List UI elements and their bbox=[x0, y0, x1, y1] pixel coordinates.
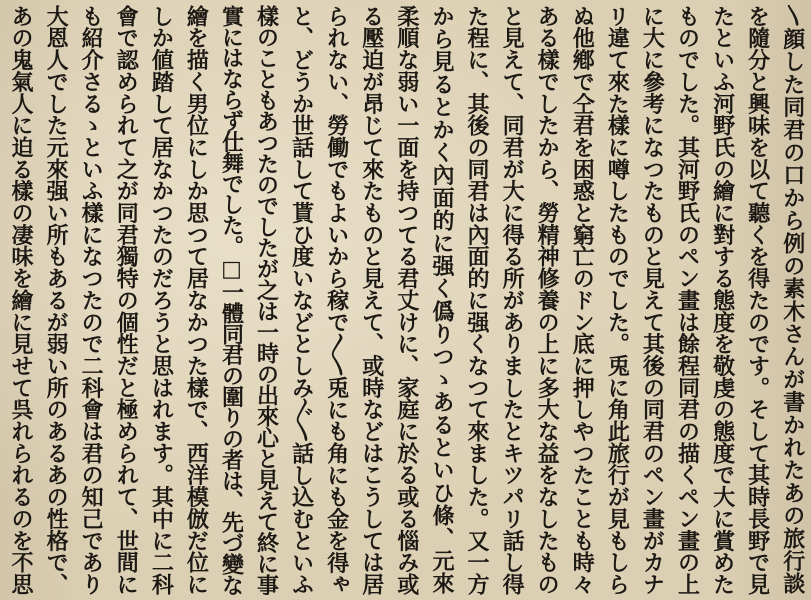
column-text: しか値踏して居なかつたのだろうと思はれます。其中に二科 bbox=[148, 5, 175, 595]
column-text: 繪を描く男位にしか思つて居なかつた樣で、西洋模倣だ位に bbox=[183, 5, 210, 595]
text-column bbox=[600, 5, 633, 595]
text-column bbox=[390, 5, 423, 595]
text-column bbox=[179, 5, 212, 595]
text-column bbox=[109, 5, 142, 595]
text-column bbox=[320, 5, 353, 595]
text-column bbox=[565, 5, 598, 595]
text-column bbox=[495, 5, 528, 595]
column-text: 樣のこともあつたのでしたが之は一時の出來心と見えて終に事 bbox=[253, 5, 280, 595]
column-text: 柔順な弱い一面を持つてる君丈けに、家庭に於る或る惱み或 bbox=[393, 5, 420, 595]
text-column bbox=[285, 5, 318, 595]
text-column bbox=[706, 5, 739, 595]
text-column bbox=[250, 5, 283, 595]
column-text: る壓迫が昂じて來たものと見えて、或時などはこうしては居 bbox=[358, 5, 385, 595]
text-column bbox=[460, 5, 493, 595]
column-text: と、どうか世話して貰ひ度いなどとしみ〴〵話し込むといふ bbox=[288, 5, 315, 595]
column-text: を隨分と興味を以て聽くを得たのです。そして其時長野で見 bbox=[744, 5, 771, 595]
text-column bbox=[635, 5, 668, 595]
column-text: ものでした。其河野氏のペン畫は餘程同君の描くペン畫の上 bbox=[674, 5, 701, 595]
column-text: から見るとかく內面的に强く僞りつゝあるといひ條、元來 bbox=[428, 5, 455, 595]
text-column bbox=[530, 5, 563, 595]
text-column bbox=[39, 5, 72, 595]
column-text: も紹介さるゝといふ樣になつたので二科會は君の知己であり bbox=[78, 5, 105, 595]
text-column bbox=[74, 5, 107, 595]
text-column bbox=[4, 5, 37, 595]
column-text: ある樣でしたから、勞精神修養の上に多大な益をなしたもの bbox=[534, 5, 561, 595]
text-column bbox=[776, 5, 809, 595]
column-text: と見えて、同君が大に得る所がありましたとキツパリ話し得 bbox=[499, 5, 526, 595]
text-column bbox=[425, 5, 458, 595]
column-text: ぬ他鄕で仝君を困惑と窮亡のドン底に押しやつたことも時々 bbox=[569, 5, 596, 595]
text-column bbox=[144, 5, 177, 595]
text-column bbox=[214, 5, 247, 595]
text-column bbox=[355, 5, 388, 595]
column-text: 實にはならず仕舞でした。□一體同君の圍りの者は、先づ變な bbox=[218, 5, 245, 595]
column-text: た程に、其後の同君は內面的に强くなつて來ました。又一方 bbox=[464, 5, 491, 595]
column-text: たといふ河野氏の繪に對する態度を敬虔の態度で大に賞めた bbox=[709, 5, 736, 595]
text-column bbox=[741, 5, 774, 595]
text-column bbox=[670, 5, 703, 595]
column-text: 〵顔した同君の口から例の素木さんが書かれたあの旅行談 bbox=[779, 5, 806, 595]
column-text: リ違て來た樣に噂したものでした。兎に角此旅行が見もしら bbox=[604, 5, 631, 595]
column-text: に大に參考になつたものと見えて其後の同君のペン畫がカナ bbox=[639, 5, 666, 595]
column-text: 會で認められて之が同君獨特の個性だと極められて、世間に bbox=[113, 5, 140, 595]
column-text: られない、勞働でもよいから稼で〳〵兎にも角にも金を得ゃ bbox=[323, 5, 350, 595]
column-text: 大恩人でした元來强い所もあるが弱い所のあるあの性格で、 bbox=[43, 5, 70, 595]
column-text: あの鬼氣人に迫る樣の凄味を繪に見せて呉れられるのを不思 bbox=[8, 5, 34, 595]
